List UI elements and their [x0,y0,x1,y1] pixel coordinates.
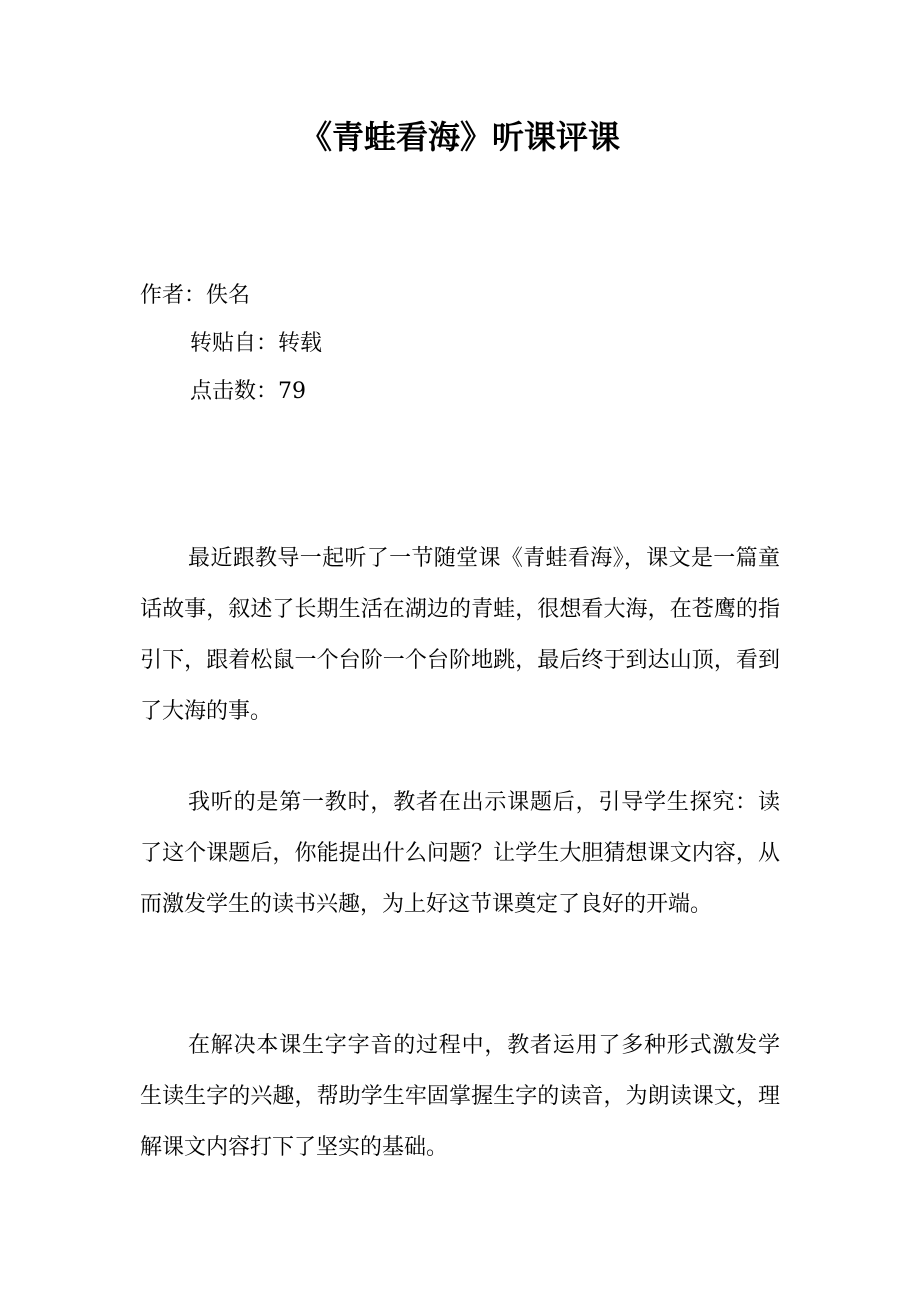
author-line: 作者：佚名 [140,283,251,308]
source-line: 转贴自：转载 [190,331,323,356]
paragraph-1: 最近跟教导一起听了一节随堂课《青蛙看海》，课文是一篇童话故事，叙述了长期生活在湖边的青蛙，很想看大海，在苍鹰的指引下，跟着松鼠一个台阶一个台阶地跳，最后终于到达山顶，看到了大海的事。 [140,546,780,724]
paragraph-3: 在解决本课生字字音的过程中，教者运用了多种形式激发学生读生字的兴趣，帮助学生牢固掌握生字的读音，为朗读课文，理解课文内容打下了坚实的基础。 [140,1033,780,1160]
document-title: 《青蛙看海》听课评课 [299,118,620,156]
click-count-line: 点击数：79 [190,379,306,404]
paragraph-2: 我听的是第一教时，教者在出示课题后，引导学生探究：读了这个课题后，你能提出什么问题？让学生大胆猜想课文内容，从而激发学生的读书兴趣，为上好这节课奠定了良好的开端。 [140,790,780,917]
